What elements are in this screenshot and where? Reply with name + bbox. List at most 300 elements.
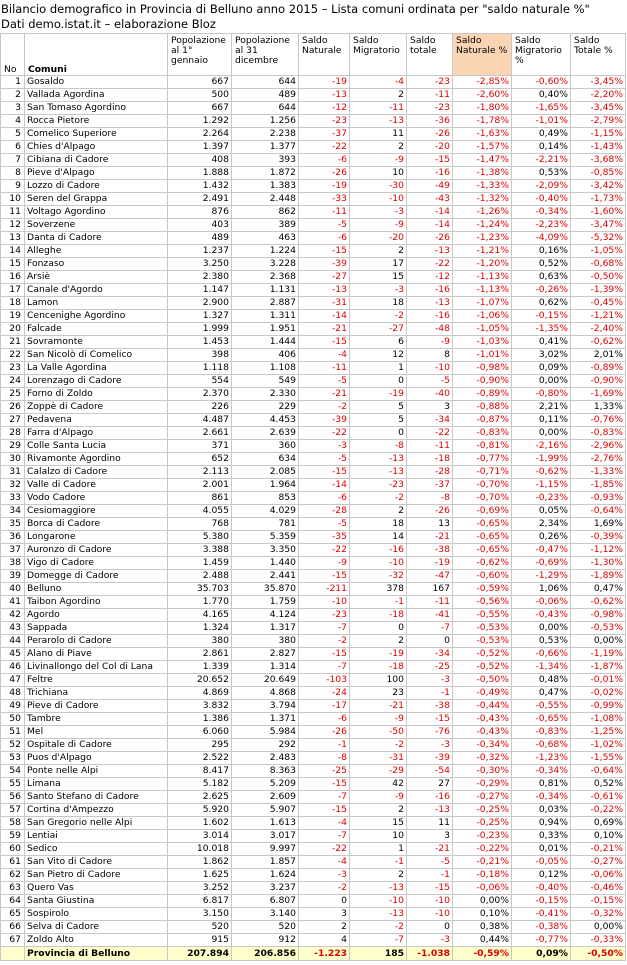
cell-saldo-naturale-pct: -1,33% (453, 180, 512, 193)
table-row (1, 895, 626, 908)
cell-saldo-totale-pct: -0,61% (571, 791, 626, 804)
cell-comune: La Valle Agordina (25, 362, 168, 375)
cell-saldo-migratorio: 6 (350, 336, 407, 349)
cell-saldo-totale: 0 (407, 635, 453, 648)
cell-saldo-totale-pct: -1,08% (571, 713, 626, 726)
cell-saldo-migratorio-pct: 1,06% (512, 583, 571, 596)
cell-saldo-migratorio: -19 (350, 388, 407, 401)
cell-pop1: 10.018 (168, 843, 232, 856)
cell-saldo-totale-pct: -1,05% (571, 245, 626, 258)
cell-no: 67 (1, 934, 25, 947)
cell-saldo-totale: -23 (407, 76, 453, 89)
cell-saldo-naturale: -22 (299, 544, 350, 557)
cell-comune: Soverzene (25, 219, 168, 232)
cell-saldo-migratorio-pct: -0,62% (512, 466, 571, 479)
cell-saldo-migratorio-pct: 0,00% (512, 622, 571, 635)
cell-no: 60 (1, 843, 25, 856)
cell-saldo-migratorio: -9 (350, 713, 407, 726)
cell-saldo-naturale-pct: -0,59% (453, 583, 512, 596)
cell-no: 27 (1, 414, 25, 427)
cell-pop31: 380 (232, 635, 299, 648)
cell-pop1: 1.386 (168, 713, 232, 726)
table-row (1, 726, 626, 739)
cell-saldo-totale: -10 (407, 362, 453, 375)
cell-saldo-migratorio: 11 (350, 128, 407, 141)
cell-saldo-naturale: -6 (299, 232, 350, 245)
cell-saldo-migratorio-pct: 0,16% (512, 245, 571, 258)
cell-no: 40 (1, 583, 25, 596)
cell-pop31: 2.483 (232, 752, 299, 765)
cell-saldo-naturale-pct: -2,85% (453, 76, 512, 89)
cell-saldo-totale-pct: -1,85% (571, 479, 626, 492)
cell-comune: Fonzaso (25, 258, 168, 271)
cell-saldo-naturale-pct: -0,06% (453, 882, 512, 895)
cell-pop1: 1.147 (168, 284, 232, 297)
cell-saldo-totale: -3 (407, 739, 453, 752)
cell-comune: Alano di Piave (25, 648, 168, 661)
col-header-saldo-migratorio[interactable]: Saldo Migratorio (350, 34, 407, 76)
cell-saldo-migratorio-pct: 3,02% (512, 349, 571, 362)
cell-no: 4 (1, 115, 25, 128)
cell-comune: Sedico (25, 843, 168, 856)
cell-saldo-migratorio-pct: 0,00% (512, 375, 571, 388)
cell-comune: Vigo di Cadore (25, 557, 168, 570)
cell-saldo-migratorio: -3 (350, 284, 407, 297)
cell-pop1: 3.832 (168, 700, 232, 713)
cell-pop1: 2.370 (168, 388, 232, 401)
cell-pop1: 1.432 (168, 180, 232, 193)
cell-saldo-naturale: -103 (299, 674, 350, 687)
cell-saldo-migratorio: -27 (350, 323, 407, 336)
cell-saldo-naturale-pct: -0,88% (453, 401, 512, 414)
cell-saldo-totale-pct: -1,73% (571, 193, 626, 206)
cell-saldo-totale-pct: -1,15% (571, 128, 626, 141)
header-row (1, 34, 626, 76)
cell-saldo-naturale: -5 (299, 453, 350, 466)
cell-saldo-totale: -8 (407, 492, 453, 505)
cell-comune: Auronzo di Cadore (25, 544, 168, 557)
col-header-saldo-naturale[interactable]: Saldo Naturale (299, 34, 350, 76)
cell-saldo-naturale: -14 (299, 310, 350, 323)
cell-pop1: 915 (168, 934, 232, 947)
cell-no: 49 (1, 700, 25, 713)
cell-pop31: 644 (232, 102, 299, 115)
cell-saldo-migratorio: -18 (350, 609, 407, 622)
cell-saldo-totale: -5 (407, 375, 453, 388)
cell-saldo-totale: -9 (407, 336, 453, 349)
cell-saldo-totale-pct: -0,46% (571, 882, 626, 895)
cell-pop31: 1.377 (232, 141, 299, 154)
cell-pop1: 1.339 (168, 661, 232, 674)
cell-saldo-migratorio-pct: -0,80% (512, 388, 571, 401)
cell-saldo-migratorio: -10 (350, 895, 407, 908)
col-header-saldo-totale[interactable]: Saldo totale (407, 34, 453, 76)
cell-comune: Sospirolo (25, 908, 168, 921)
cell-pop1: 2.861 (168, 648, 232, 661)
cell-saldo-migratorio-pct: 0,05% (512, 505, 571, 518)
cell-comune: Falcade (25, 323, 168, 336)
cell-saldo-migratorio: -13 (350, 453, 407, 466)
table-row (1, 479, 626, 492)
table-row (1, 687, 626, 700)
cell-saldo-naturale-pct: -0,27% (453, 791, 512, 804)
cell-saldo-migratorio: -1 (350, 596, 407, 609)
cell-no: 28 (1, 427, 25, 440)
cell-saldo-migratorio: -16 (350, 544, 407, 557)
table-row (1, 336, 626, 349)
col-header-pop1[interactable]: Popolazione al 1° gennaio (168, 34, 232, 76)
cell-comune: Arsiè (25, 271, 168, 284)
table-row (1, 167, 626, 180)
cell-saldo-totale-pct: -2,20% (571, 89, 626, 102)
cell-saldo-naturale-pct: -0,59% (453, 947, 512, 961)
cell-saldo-totale-pct: -0,06% (571, 869, 626, 882)
cell-comune: Cencenighe Agordino (25, 310, 168, 323)
cell-saldo-naturale-pct: -1,38% (453, 167, 512, 180)
cell-comune: Selva di Cadore (25, 921, 168, 934)
cell-saldo-migratorio-pct: 0,41% (512, 336, 571, 349)
cell-saldo-naturale-pct: -0,29% (453, 778, 512, 791)
cell-saldo-migratorio-pct: -4,09% (512, 232, 571, 245)
cell-saldo-totale-pct: -2,79% (571, 115, 626, 128)
cell-pop31: 5.984 (232, 726, 299, 739)
cell-pop31: 520 (232, 921, 299, 934)
cell-saldo-migratorio-pct: 0,09% (512, 362, 571, 375)
cell-saldo-naturale: -2 (299, 635, 350, 648)
cell-comune: Cesiomaggiore (25, 505, 168, 518)
cell-no: 15 (1, 258, 25, 271)
cell-saldo-totale-pct: 0,47% (571, 583, 626, 596)
col-header-no[interactable]: No (1, 34, 25, 76)
cell-saldo-totale: -15 (407, 713, 453, 726)
cell-saldo-naturale: -24 (299, 687, 350, 700)
cell-saldo-migratorio: -50 (350, 726, 407, 739)
cell-pop31: 229 (232, 401, 299, 414)
cell-saldo-totale: 8 (407, 349, 453, 362)
cell-saldo-naturale-pct: -0,25% (453, 817, 512, 830)
cell-saldo-naturale-pct: 0,38% (453, 921, 512, 934)
cell-saldo-naturale-pct: -0,65% (453, 518, 512, 531)
cell-saldo-migratorio-pct: -0,65% (512, 713, 571, 726)
cell-pop31: 1.440 (232, 557, 299, 570)
cell-no: 55 (1, 778, 25, 791)
cell-saldo-migratorio-pct: 2,34% (512, 518, 571, 531)
cell-saldo-migratorio: 2 (350, 245, 407, 258)
cell-saldo-totale-pct: -0,33% (571, 934, 626, 947)
col-header-saldo-naturale-pct[interactable]: Saldo Naturale % (453, 34, 512, 76)
cell-comune: Colle Santa Lucia (25, 440, 168, 453)
cell-saldo-totale: -13 (407, 245, 453, 258)
cell-saldo-totale: -18 (407, 453, 453, 466)
cell-saldo-migratorio: -1 (350, 856, 407, 869)
cell-saldo-naturale-pct: -1,57% (453, 141, 512, 154)
cell-comune: Pieve d'Alpago (25, 167, 168, 180)
cell-no: 50 (1, 713, 25, 726)
cell-saldo-migratorio-pct: 0,14% (512, 141, 571, 154)
cell-saldo-naturale-pct: -1,47% (453, 154, 512, 167)
cell-no: 45 (1, 648, 25, 661)
cell-saldo-totale: 0 (407, 921, 453, 934)
cell-saldo-migratorio: 5 (350, 414, 407, 427)
cell-pop31: 4.868 (232, 687, 299, 700)
cell-saldo-naturale: -6 (299, 154, 350, 167)
cell-saldo-migratorio: -11 (350, 102, 407, 115)
table-row (1, 154, 626, 167)
cell-saldo-totale-pct: -5,32% (571, 232, 626, 245)
cell-pop31: 35.870 (232, 583, 299, 596)
cell-pop31: 2.639 (232, 427, 299, 440)
table-row (1, 180, 626, 193)
cell-saldo-totale-pct: -1,89% (571, 570, 626, 583)
cell-saldo-naturale: -4 (299, 856, 350, 869)
cell-saldo-totale-pct: -0,64% (571, 765, 626, 778)
cell-saldo-totale-pct: -0,98% (571, 609, 626, 622)
cell-saldo-naturale: -3 (299, 440, 350, 453)
table-row (1, 843, 626, 856)
cell-pop1: 1.459 (168, 557, 232, 570)
cell-comune: San Vito di Cadore (25, 856, 168, 869)
col-header-saldo-migratorio-pct[interactable]: Saldo Migratorio % (512, 34, 571, 76)
cell-pop31: 20.649 (232, 674, 299, 687)
cell-comune: Limana (25, 778, 168, 791)
cell-comune: Sappada (25, 622, 168, 635)
cell-saldo-totale-pct: -0,90% (571, 375, 626, 388)
cell-pop1: 2.661 (168, 427, 232, 440)
cell-saldo-totale: -3 (407, 934, 453, 947)
cell-saldo-naturale: -6 (299, 492, 350, 505)
cell-saldo-naturale-pct: -0,71% (453, 466, 512, 479)
cell-comune: Canale d'Agordo (25, 284, 168, 297)
cell-pop1: 861 (168, 492, 232, 505)
cell-saldo-totale-pct: -0,01% (571, 674, 626, 687)
cell-pop31: 1.383 (232, 180, 299, 193)
cell-saldo-migratorio: -30 (350, 180, 407, 193)
cell-pop1: 20.652 (168, 674, 232, 687)
cell-comune: Puos d'Alpago (25, 752, 168, 765)
cell-saldo-naturale: -1 (299, 739, 350, 752)
cell-no: 43 (1, 622, 25, 635)
cell-saldo-migratorio: 42 (350, 778, 407, 791)
table-row (1, 193, 626, 206)
cell-saldo-migratorio-pct: -0,55% (512, 700, 571, 713)
cell-saldo-migratorio: 1 (350, 362, 407, 375)
cell-pop1: 1.625 (168, 869, 232, 882)
cell-pop31: 2.368 (232, 271, 299, 284)
cell-comune: Mel (25, 726, 168, 739)
cell-saldo-naturale-pct: -0,23% (453, 830, 512, 843)
page-subtitle: Dati demo.istat.it – elaborazione Bloz (1, 17, 216, 31)
cell-saldo-migratorio-pct: -0,34% (512, 765, 571, 778)
cell-saldo-migratorio: -19 (350, 648, 407, 661)
cell-saldo-naturale: -11 (299, 206, 350, 219)
cell-pop31: 1.108 (232, 362, 299, 375)
cell-saldo-totale: -14 (407, 219, 453, 232)
table-row (1, 362, 626, 375)
table-row (1, 414, 626, 427)
cell-pop1: 1.888 (168, 167, 232, 180)
cell-pop1: 398 (168, 349, 232, 362)
cell-saldo-totale: -12 (407, 271, 453, 284)
cell-saldo-migratorio: -18 (350, 661, 407, 674)
table-row (1, 102, 626, 115)
cell-saldo-totale-pct: -3,68% (571, 154, 626, 167)
cell-saldo-naturale-pct: -0,87% (453, 414, 512, 427)
cell-no: 65 (1, 908, 25, 921)
cell-pop1: 2.625 (168, 791, 232, 804)
cell-saldo-migratorio: 15 (350, 271, 407, 284)
cell-pop31: 781 (232, 518, 299, 531)
cell-comune: Livinallongo del Col di Lana (25, 661, 168, 674)
cell-pop31: 4.453 (232, 414, 299, 427)
cell-no: 10 (1, 193, 25, 206)
cell-saldo-naturale: -2 (299, 401, 350, 414)
cell-no: 62 (1, 869, 25, 882)
cell-saldo-naturale: -27 (299, 271, 350, 284)
cell-saldo-totale: -26 (407, 128, 453, 141)
cell-comune: Seren del Grappa (25, 193, 168, 206)
cell-no: 46 (1, 661, 25, 674)
cell-pop31: 1.131 (232, 284, 299, 297)
cell-pop31: 1.444 (232, 336, 299, 349)
cell-no: 56 (1, 791, 25, 804)
table-row (1, 440, 626, 453)
cell-saldo-totale: -7 (407, 622, 453, 635)
cell-pop1: 371 (168, 440, 232, 453)
table-row (1, 856, 626, 869)
cell-saldo-totale: -38 (407, 544, 453, 557)
cell-saldo-naturale: -25 (299, 765, 350, 778)
cell-saldo-migratorio-pct: -1,29% (512, 570, 571, 583)
cell-saldo-migratorio-pct: -0,06% (512, 596, 571, 609)
cell-saldo-totale: -38 (407, 700, 453, 713)
cell-saldo-totale: -43 (407, 193, 453, 206)
col-header-saldo-totale-pct[interactable]: Saldo Totale % (571, 34, 626, 76)
cell-saldo-migratorio-pct: 0,94% (512, 817, 571, 830)
cell-no: 20 (1, 323, 25, 336)
table-row (1, 349, 626, 362)
cell-saldo-naturale-pct: -1,07% (453, 297, 512, 310)
cell-saldo-totale-pct: 0,52% (571, 778, 626, 791)
cell-saldo-totale-pct: -0,64% (571, 505, 626, 518)
cell-comune: Rivamonte Agordino (25, 453, 168, 466)
cell-saldo-migratorio: -7 (350, 934, 407, 947)
cell-saldo-totale: -28 (407, 466, 453, 479)
cell-saldo-migratorio-pct: -0,34% (512, 206, 571, 219)
cell-saldo-naturale-pct: -0,53% (453, 635, 512, 648)
cell-comune: San Pietro di Cadore (25, 869, 168, 882)
cell-saldo-totale-pct: -1,87% (571, 661, 626, 674)
cell-saldo-totale-pct: -3,45% (571, 76, 626, 89)
cell-comune: Sovramonte (25, 336, 168, 349)
cell-comune: Santa Giustina (25, 895, 168, 908)
cell-pop1: 3.014 (168, 830, 232, 843)
cell-pop31: 206.856 (232, 947, 299, 961)
cell-saldo-migratorio-pct: -1,35% (512, 323, 571, 336)
col-header-comune[interactable]: Comuni (25, 34, 168, 76)
cell-saldo-totale-pct: 0,00% (571, 921, 626, 934)
cell-saldo-migratorio: 10 (350, 167, 407, 180)
table-row (1, 297, 626, 310)
cell-no: 21 (1, 336, 25, 349)
cell-pop31: 1.964 (232, 479, 299, 492)
cell-saldo-naturale: -15 (299, 245, 350, 258)
cell-no: 42 (1, 609, 25, 622)
cell-no: 44 (1, 635, 25, 648)
cell-saldo-migratorio: -2 (350, 492, 407, 505)
cell-saldo-totale-pct: -3,42% (571, 180, 626, 193)
cell-saldo-migratorio-pct: 0,01% (512, 843, 571, 856)
cell-comune: Comelico Superiore (25, 128, 168, 141)
cell-saldo-naturale: -21 (299, 388, 350, 401)
cell-saldo-migratorio: 0 (350, 375, 407, 388)
cell-saldo-naturale-pct: -0,56% (453, 596, 512, 609)
cell-saldo-naturale: -15 (299, 804, 350, 817)
cell-comune: Pedavena (25, 414, 168, 427)
cell-pop1: 403 (168, 219, 232, 232)
table-row (1, 271, 626, 284)
cell-comune: Vodo Cadore (25, 492, 168, 505)
cell-saldo-naturale-pct: 0,44% (453, 934, 512, 947)
cell-pop31: 292 (232, 739, 299, 752)
cell-comune: Lorenzago di Cadore (25, 375, 168, 388)
table-row (1, 921, 626, 934)
cell-pop1: 408 (168, 154, 232, 167)
cell-saldo-migratorio-pct: -0,23% (512, 492, 571, 505)
cell-saldo-totale: -19 (407, 557, 453, 570)
cell-saldo-migratorio: -23 (350, 479, 407, 492)
cell-pop31: 3.237 (232, 882, 299, 895)
cell-saldo-migratorio: -13 (350, 466, 407, 479)
cell-pop31: 1.224 (232, 245, 299, 258)
cell-saldo-migratorio: 18 (350, 297, 407, 310)
cell-saldo-migratorio: 2 (350, 89, 407, 102)
cell-pop1: 2.488 (168, 570, 232, 583)
cell-saldo-naturale: -1.223 (299, 947, 350, 961)
table-row (1, 258, 626, 271)
cell-no: 22 (1, 349, 25, 362)
cell-pop1: 1.453 (168, 336, 232, 349)
cell-saldo-naturale: -26 (299, 726, 350, 739)
cell-pop31: 5.907 (232, 804, 299, 817)
cell-saldo-totale: -15 (407, 154, 453, 167)
cell-saldo-totale-pct: -1,60% (571, 206, 626, 219)
cell-saldo-naturale: -17 (299, 700, 350, 713)
cell-saldo-totale: -16 (407, 310, 453, 323)
cell-saldo-totale: -10 (407, 895, 453, 908)
cell-saldo-naturale-pct: -0,43% (453, 713, 512, 726)
cell-pop31: 1.613 (232, 817, 299, 830)
cell-pop1: 4.165 (168, 609, 232, 622)
cell-saldo-totale: 13 (407, 518, 453, 531)
cell-no: 57 (1, 804, 25, 817)
cell-pop1: 2.113 (168, 466, 232, 479)
cell-saldo-naturale: -5 (299, 219, 350, 232)
cell-saldo-migratorio: -21 (350, 700, 407, 713)
cell-no: 32 (1, 479, 25, 492)
cell-saldo-migratorio-pct: -1,65% (512, 102, 571, 115)
cell-saldo-migratorio: 2 (350, 804, 407, 817)
cell-pop31: 8.363 (232, 765, 299, 778)
cell-saldo-migratorio: 0 (350, 427, 407, 440)
table-row (1, 245, 626, 258)
cell-saldo-naturale: -23 (299, 609, 350, 622)
cell-comune: Agordo (25, 609, 168, 622)
table-row (1, 570, 626, 583)
cell-no: 53 (1, 752, 25, 765)
table-row (1, 401, 626, 414)
cell-comune: Zoppè di Cadore (25, 401, 168, 414)
col-header-pop31[interactable]: Popolazione al 31 dicembre (232, 34, 299, 76)
